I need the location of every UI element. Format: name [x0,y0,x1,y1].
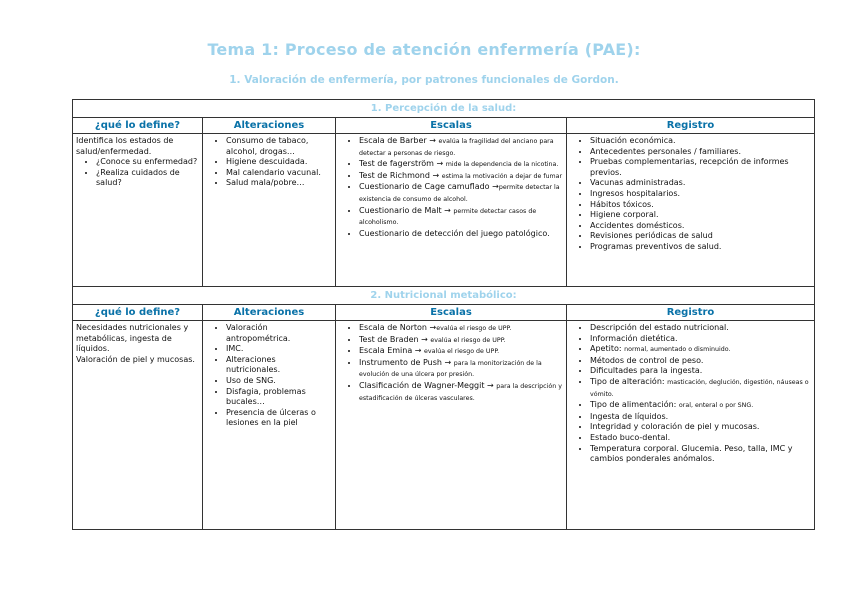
scale-note: evalúa el riesgo de UPP. [436,325,512,332]
section-row [73,134,814,286]
scale-note: evalúa la fragilidad del anciano para detectar a personas de riesgo. [359,138,554,157]
list-item: • Descripción del estado nutricional. [590,323,811,334]
page-title: Tema 1: Proceso de atención enfermería (PAE): [207,40,641,59]
gordon-table [72,99,815,530]
scale-note: permite detectar la existencia de consumo de alcohol. [359,184,560,203]
list-item [359,335,563,347]
section-nutricional-metabolico [73,286,814,529]
alteraciones-list [206,323,332,429]
list-item: • Integridad y coloración de piel y mucosas. [590,422,811,433]
list-item: • ¿Realiza cuidados de salud? [96,168,199,189]
list-item [359,171,563,183]
list-item: • Consumo de tabaco, alcohol, drogas… [226,136,332,157]
section-heading: 1. Percepción de la salud: [73,100,814,118]
scale-note: estima la motivación a dejar de fumar [441,172,563,180]
list-item [359,381,563,404]
list-item [359,323,563,335]
list-item [359,182,563,205]
section-percepcion-salud [73,100,814,286]
list-item: • Mal calendario vacunal. [226,168,332,179]
list-item: • Temperatura corporal. Glucemia. Peso, talla, IMC y cambios ponderales anómalos. [590,444,811,465]
list-item: • Valoración antropométrica. [226,323,332,344]
registro-label: Tipo de alteración: [590,376,668,386]
list-item: • ¿Conoce su enfermedad? [96,157,199,168]
list-item: • Pruebas complementarias, recepción de informes previos. [590,157,811,178]
escalas-cell [336,321,567,529]
list-item [590,377,811,400]
list-item: • Higiene descuidada. [226,157,332,168]
scale-note: mide la dependencia de la nicotina. [445,161,559,169]
list-item: • Situación económica. [590,136,811,147]
list-item: • Higiene corporal. [590,210,811,221]
list-item: • Hábitos tóxicos. [590,200,811,211]
scale-note: para la monitorización de la evolución de una úlcera por presión. [359,359,542,379]
registro-list [570,323,811,465]
list-item: • Vacunas administradas. [590,178,811,189]
list-item: • Alteraciones nutricionales. [226,355,332,376]
list-item: • Métodos de control de peso. [590,356,811,367]
registro-list [570,136,811,253]
page-subtitle: 1. Valoración de enfermería, por patrones funcionales de Gordon. [229,74,619,86]
list-item [359,358,563,381]
scale-note: para la descripción y estadificación de úlceras vasculares. [359,382,562,402]
scale-name: Cuestionario de Cage camuflado → [359,182,499,192]
scale-name: Escala Emina → [359,346,425,356]
list-item: • Accidentes domésticos. [590,221,811,232]
escalas-list [339,323,563,404]
col-header-define: ¿qué lo define? [73,118,203,133]
registro-note: oral, enteral o por SNG. [678,402,754,410]
list-item [590,344,811,356]
define-cell [73,134,203,286]
list-item [359,136,563,159]
list-item: • Antecedentes personales / familiares. [590,147,811,158]
alteraciones-list [206,136,332,189]
scale-name: Instrumento de Push → [359,357,454,367]
list-item: • Uso de SNG. [226,376,332,387]
scale-name: Escala de Norton → [359,323,437,332]
scale-name: Escala de Barber → [359,136,439,145]
define-text: Valoración de piel y mucosas. [76,354,195,364]
escalas-cell [336,134,567,286]
list-item: • Presencia de úlceras o lesiones en la piel [226,408,332,429]
list-item [359,159,563,171]
list-item [359,229,563,240]
list-item: • Dificultades para la ingesta. [590,366,811,377]
registro-note: normal, aumentado o disminuido. [624,346,731,354]
registro-label: Apetito: [590,344,625,354]
define-cell [73,321,203,529]
list-item [359,206,563,229]
col-header-escalas: Escalas [336,305,567,320]
col-header-registro: Registro [666,307,715,318]
registro-note: masticación, deglución, digestión, náuseas o vómito. [590,378,809,398]
alteraciones-cell [203,321,336,529]
col-header-escalas: Escalas [336,118,567,133]
registro-label: Tipo de alimentación: [590,400,679,410]
col-header-alteraciones: Alteraciones [203,305,336,320]
scale-name: Test de Braden → [359,334,431,344]
list-item [359,346,563,358]
list-item: • Salud mala/pobre… [226,178,332,189]
scale-name: Cuestionario de Malt → [359,205,454,215]
list-item: • Programas preventivos de salud. [590,242,811,253]
scale-note: evalúa el riesgo de UPP. [430,336,506,344]
col-header-define: ¿qué lo define? [73,305,203,320]
registro-cell [567,134,814,286]
list-item [590,400,811,412]
escalas-list [339,136,563,239]
define-text: Identifica los estados de salud/enfermedad. [76,136,174,156]
col-header-alteraciones: Alteraciones [203,118,336,133]
list-item: • Disfagia, problemas bucales… [226,387,332,408]
list-item: • Ingesta de líquidos. [590,412,811,423]
registro-cell [567,321,814,529]
list-item: • Información dietética. [590,334,811,345]
list-item: • Estado buco-dental. [590,433,811,444]
scale-note: evalúa el riesgo de UPP. [424,348,500,356]
scale-name: Test de fagerström → [359,159,446,169]
scale-name: Cuestionario de detección del juego patológico. [359,228,550,238]
list-item: • Revisiones periódicas de salud [590,231,811,242]
list-item: • Ingresos hospitalarios. [590,189,811,200]
define-text: Necesidades nutricionales y metabólicas, ingesta de líquidos. [76,323,189,354]
scale-name: Clasificación de Wagner-Meggit → [359,380,497,390]
scale-note: permite detectar casos de alcoholismo. [359,207,537,227]
list-item: • IMC. [226,344,332,355]
alteraciones-cell [203,134,336,286]
column-headers [73,305,814,321]
column-headers [73,118,814,134]
section-row [73,321,814,529]
scale-name: Test de Richmond → [359,170,442,180]
col-header-registro: Registro [666,120,715,131]
section-heading: 2. Nutricional metabólico: [73,287,814,305]
define-list [76,157,199,189]
